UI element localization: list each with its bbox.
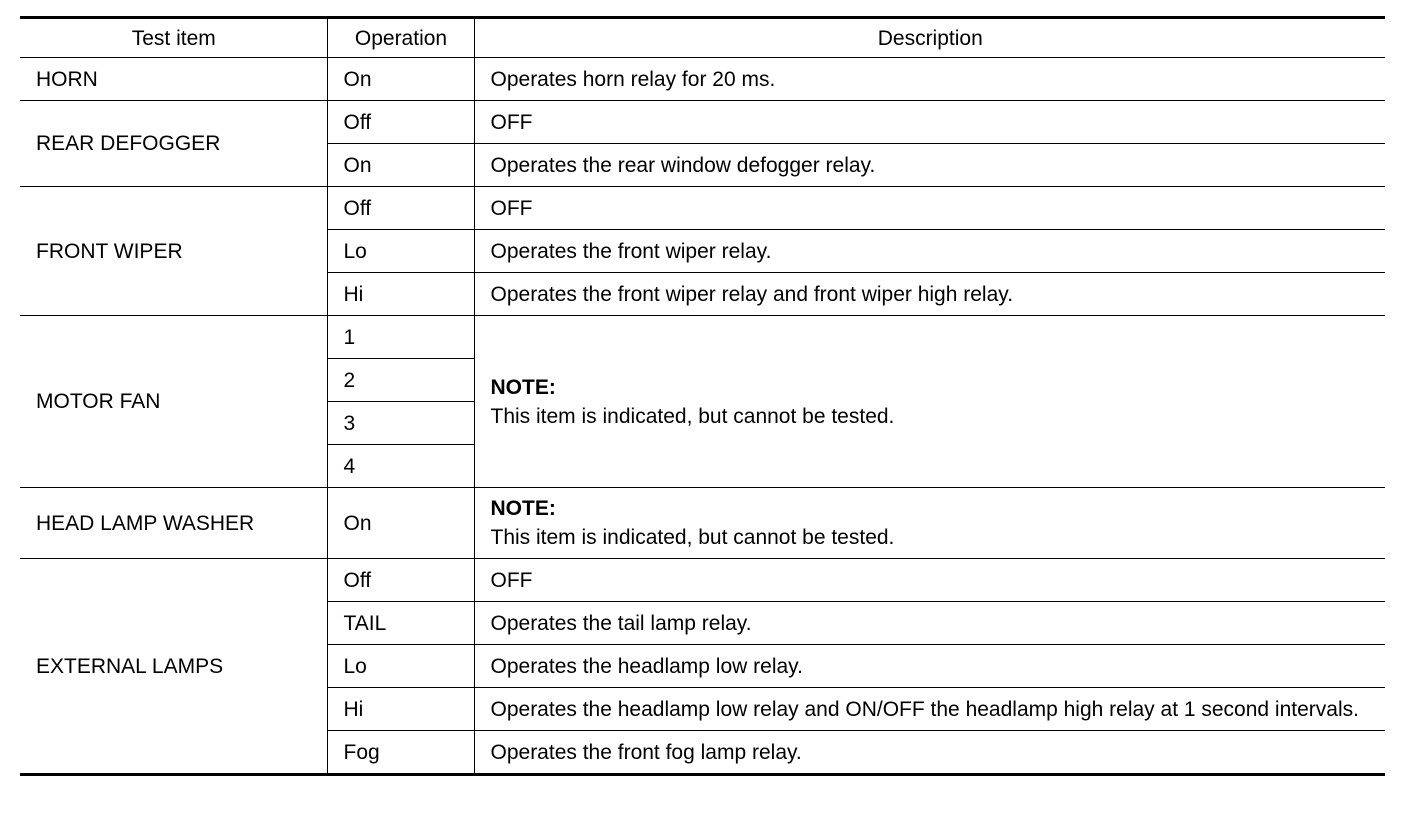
operation-cell: Lo — [327, 645, 474, 688]
table-row — [20, 316, 1385, 359]
operation-cell: 2 — [327, 359, 474, 402]
operation-cell: Hi — [327, 688, 474, 731]
description-cell: Operates the headlamp low relay and ON/OFF the headlamp high relay at 1 second intervals. — [474, 688, 1385, 731]
test-item-horn: HORN — [20, 58, 327, 101]
operation-cell: Hi — [327, 273, 474, 316]
operation-cell: Lo — [327, 230, 474, 273]
test-item-motor-fan: MOTOR FAN — [20, 316, 327, 488]
operation-cell: Off — [327, 101, 474, 144]
note-label: NOTE: — [490, 375, 556, 399]
description-cell: Operates the tail lamp relay. — [474, 602, 1385, 645]
description-cell: Operates the front wiper relay and front wiper high relay. — [474, 273, 1385, 316]
header-description: Description — [474, 18, 1385, 58]
note-label: NOTE: — [490, 497, 556, 520]
description-cell: Operates the front fog lamp relay. — [474, 731, 1385, 775]
operation-cell: On — [327, 144, 474, 187]
test-item-rear-defogger: REAR DEFOGGER — [20, 101, 327, 187]
operation-cell: Off — [327, 187, 474, 230]
operation-cell: On — [327, 488, 474, 559]
table-row — [20, 559, 1385, 602]
description-cell: Operates the headlamp low relay. — [474, 645, 1385, 688]
description-note-cell — [474, 316, 1385, 488]
description-cell: OFF — [474, 101, 1385, 144]
test-item-head-lamp-washer: HEAD LAMP WASHER — [20, 488, 327, 559]
active-test-table — [20, 16, 1385, 776]
header-operation: Operation — [327, 18, 474, 58]
operation-cell: 3 — [327, 402, 474, 445]
operation-cell: Off — [327, 559, 474, 602]
operation-cell: On — [327, 58, 474, 101]
operation-cell: Fog — [327, 731, 474, 775]
description-cell: OFF — [474, 187, 1385, 230]
table-row — [20, 187, 1385, 230]
description-note-cell — [474, 488, 1385, 559]
description-cell: OFF — [474, 559, 1385, 602]
header-row — [20, 18, 1385, 58]
operation-cell: TAIL — [327, 602, 474, 645]
operation-cell: 1 — [327, 316, 474, 359]
table-row — [20, 58, 1385, 101]
note-text: This item is indicated, but cannot be tested. — [490, 526, 895, 549]
description-cell: Operates horn relay for 20 ms. — [474, 58, 1385, 101]
header-test-item: Test item — [20, 18, 327, 58]
note-text: This item is indicated, but cannot be tested. — [490, 404, 895, 428]
test-item-external-lamps: EXTERNAL LAMPS — [20, 559, 327, 775]
table-row — [20, 101, 1385, 144]
operation-cell: 4 — [327, 445, 474, 488]
description-cell: Operates the front wiper relay. — [474, 230, 1385, 273]
test-item-front-wiper: FRONT WIPER — [20, 187, 327, 316]
description-cell: Operates the rear window defogger relay. — [474, 144, 1385, 187]
table-row — [20, 488, 1385, 559]
